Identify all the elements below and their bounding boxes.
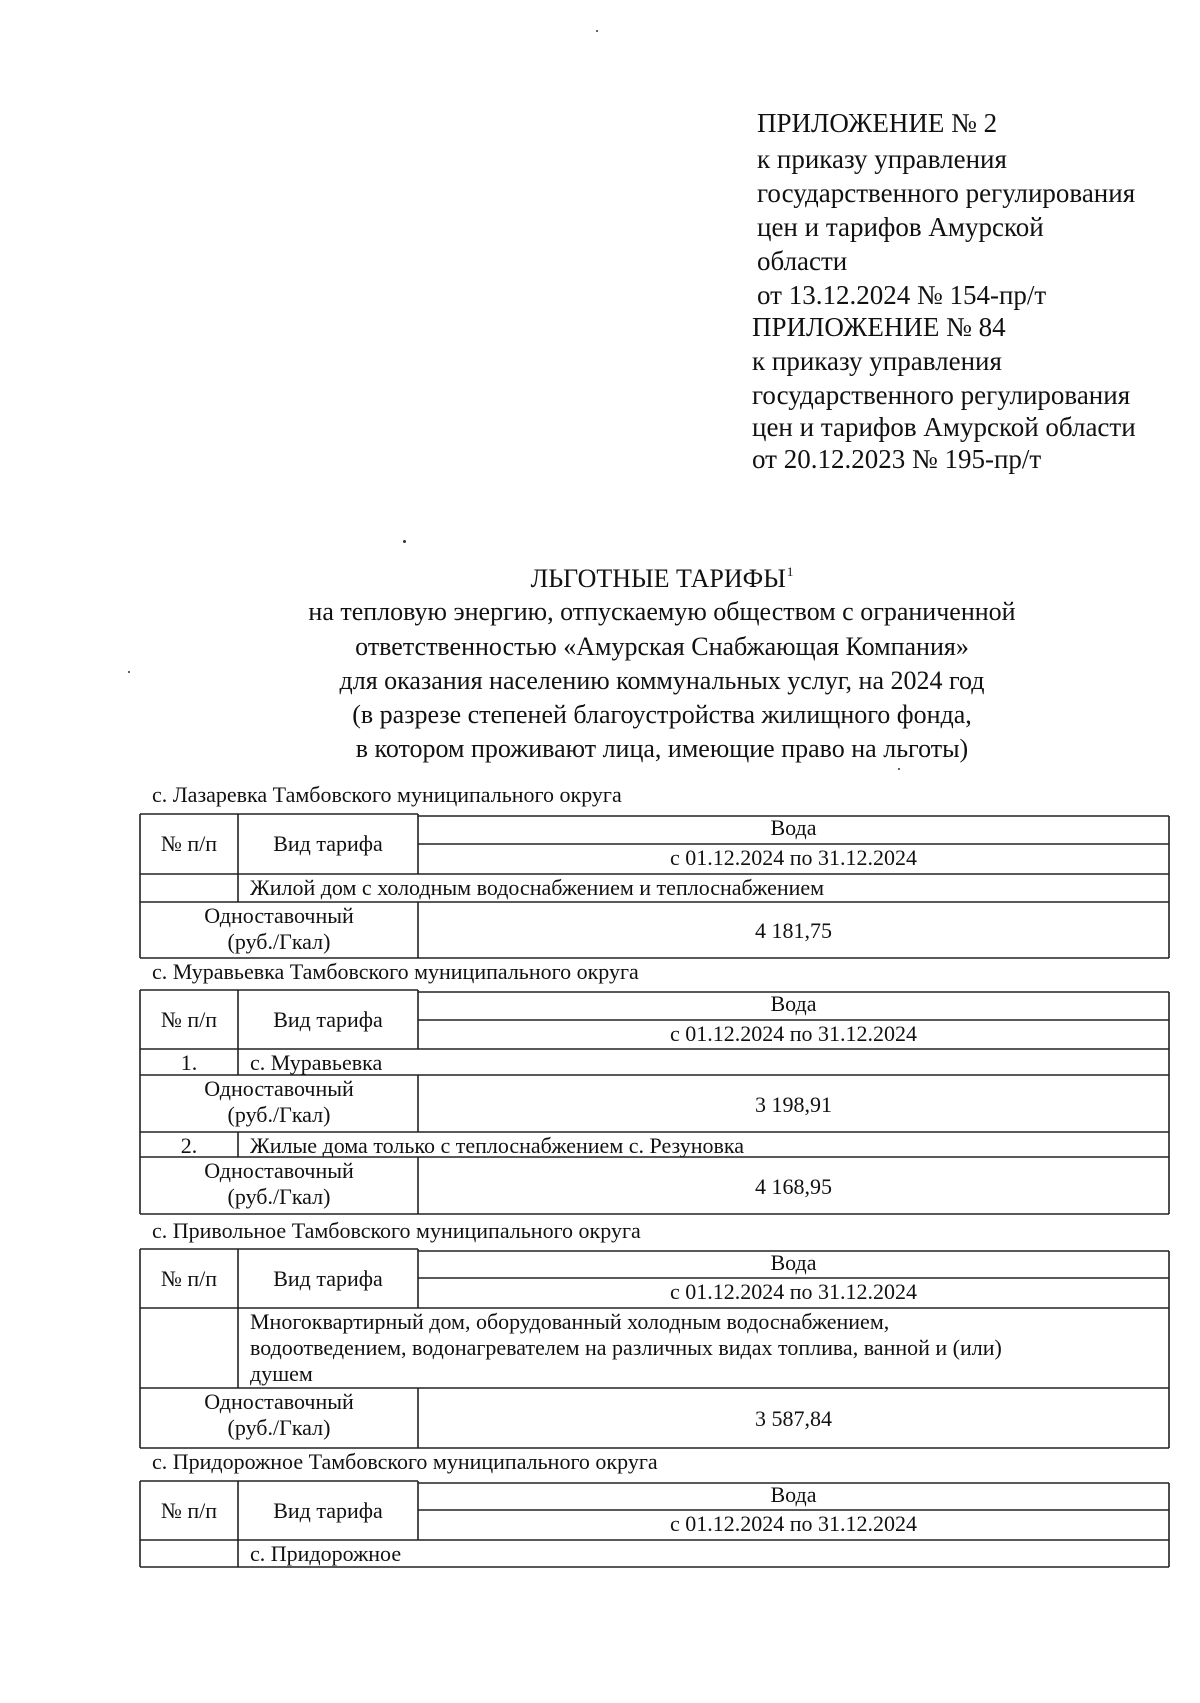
appendix-84-line: к приказу управления — [752, 346, 1002, 376]
row-group-label: с. Муравьевка — [250, 1050, 383, 1075]
col-header-num: № п/п — [160, 1265, 218, 1291]
col-header-period: с 01.12.2024 по 31.12.2024 — [669, 845, 918, 870]
appendix-2-line: цен и тарифов Амурской — [757, 212, 1044, 242]
col-header-resource: Вода — [770, 1250, 817, 1275]
appendix-2-line: от 13.12.2024 № 154-пр/т — [757, 280, 1047, 310]
scan-speck — [596, 30, 598, 32]
appendix-84-line: цен и тарифов Амурской области — [752, 412, 1136, 442]
tariff-unit-label: (руб./Гкал) — [227, 1184, 331, 1209]
row-number: 1. — [180, 1050, 198, 1075]
col-header-type: Вид тарифа — [273, 1265, 383, 1291]
row-number: 2. — [180, 1133, 198, 1158]
appendix-2-line: к приказу управления — [757, 144, 1007, 174]
appendix-84-line: от 20.12.2023 № 195-пр/т — [752, 444, 1042, 474]
col-header-period: с 01.12.2024 по 31.12.2024 — [669, 1021, 918, 1046]
scan-speck — [128, 671, 130, 673]
section-title: с. Привольное Тамбовского муниципального округа — [152, 1218, 641, 1243]
title-line: на тепловую энергию, отпускаемую обществом с ограниченной — [308, 597, 1016, 626]
section-title: с. Муравьевка Тамбовского муниципального округа — [152, 959, 639, 984]
appendix-84-line: государственного регулирования — [752, 380, 1131, 410]
tariff-unit-label: (руб./Гкал) — [227, 1415, 331, 1440]
row-group-label: Жилой дом с холодным водоснабжением и теплоснабжением — [250, 875, 825, 900]
appendix-2-line: государственного регулирования — [757, 178, 1136, 208]
tariff-value: 3 587,84 — [755, 1406, 832, 1431]
tariff-type-label: Одноставочный — [204, 1158, 354, 1183]
col-header-type: Вид тарифа — [273, 831, 383, 856]
title-line: в котором проживают лица, имеющие право на льготы) — [355, 734, 969, 763]
scan-speck — [403, 540, 406, 543]
col-header-type: Вид тарифа — [273, 1006, 383, 1032]
title-line: для оказания населению коммунальных услуг, на 2024 год — [339, 666, 985, 695]
appendix-2-line: области — [757, 246, 848, 276]
col-header-num: № п/п — [160, 831, 218, 856]
section-title: с. Лазаревка Тамбовского муниципального округа — [152, 782, 622, 807]
col-header-resource: Вода — [770, 991, 817, 1016]
col-header-period: с 01.12.2024 по 31.12.2024 — [669, 1511, 918, 1536]
tariff-type-label: Одноставочный — [204, 1389, 354, 1414]
row-group-label: Многоквартирный дом, оборудованный холодным водоснабжением, — [250, 1309, 890, 1334]
appendix-84-title: ПРИЛОЖЕНИЕ № 84 — [752, 312, 1006, 342]
tariff-value: 4 168,95 — [755, 1173, 832, 1199]
scan-speck — [898, 768, 900, 770]
row-group-label: водоотведением, водонагревателем на различных видах топлива, ванной и (или) — [250, 1335, 1002, 1360]
appendix-2-title: ПРИЛОЖЕНИЕ № 2 — [757, 108, 998, 138]
row-group-label: с. Придорожное — [250, 1541, 402, 1566]
title-line: (в разрезе степеней благоустройства жилищного фонда, — [352, 700, 972, 729]
tariff-value: 3 198,91 — [755, 1091, 832, 1117]
col-header-resource: Вода — [770, 1482, 817, 1507]
col-header-type: Вид тарифа — [273, 1497, 383, 1523]
title-main: ЛЬГОТНЫЕ ТАРИФЫ$^1$ — [530, 564, 794, 593]
row-group-label: Жилые дома только с теплоснабжением с. Резуновка — [250, 1133, 744, 1158]
col-header-num: № п/п — [160, 1497, 218, 1523]
tariff-type-label: Одноставочный — [204, 1076, 354, 1101]
tariff-unit-label: (руб./Гкал) — [227, 929, 331, 954]
col-header-period: с 01.12.2024 по 31.12.2024 — [669, 1279, 918, 1304]
row-group-label: душем — [250, 1361, 313, 1386]
tariff-unit-label: (руб./Гкал) — [227, 1102, 331, 1127]
tariff-type-label: Одноставочный — [204, 903, 354, 928]
title-line: ответственностью «Амурская Снабжающая Компания» — [355, 632, 969, 661]
footnote-mark: 1 — [786, 564, 794, 579]
section-title: с. Придорожное Тамбовского муниципального округа — [152, 1449, 658, 1474]
col-header-num: № п/п — [160, 1006, 218, 1032]
col-header-resource: Вода — [770, 815, 817, 840]
tariff-value: 4 181,75 — [755, 918, 832, 943]
